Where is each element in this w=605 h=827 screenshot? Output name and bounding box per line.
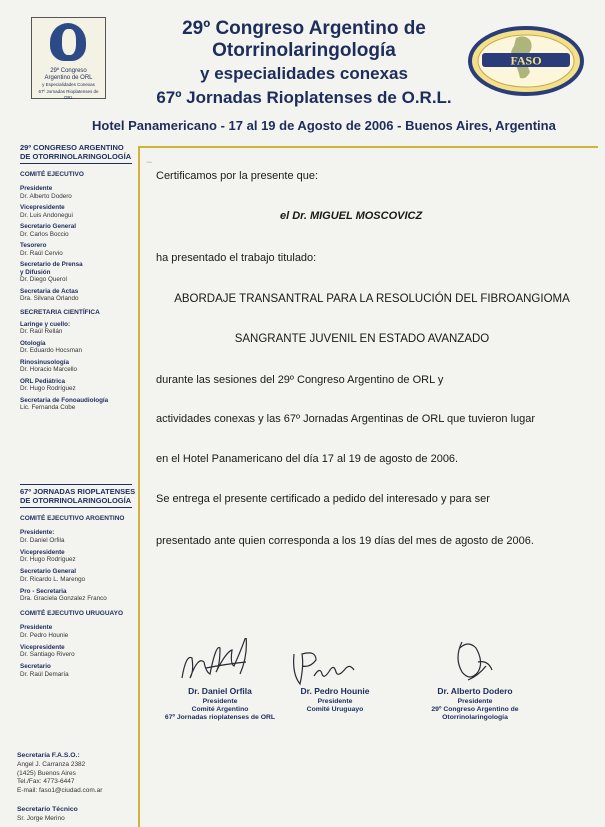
member-role: ORL Pediátrica <box>20 377 66 385</box>
recipient-name: el Dr. MIGUEL MOSCOVICZ <box>280 210 423 222</box>
member-role: Secretaria de Fonoaudiología <box>20 396 109 404</box>
certificate-text-line: presentado ante quien corresponda a los 19 días del mes de agosto de 2006. <box>156 535 534 547</box>
member-role: Secretario de Prensa <box>20 261 83 268</box>
member-role: Secretario General <box>20 568 77 575</box>
signatory-title: Comité Uruguayo <box>306 706 364 713</box>
member-role: Presidente <box>20 624 53 631</box>
member-name: Dr. Daniel Orfila <box>20 536 65 544</box>
member-role: Laringe y cuello: <box>20 320 71 328</box>
divider <box>20 163 132 164</box>
member-role: Vicepresidente <box>20 204 65 211</box>
footer-title: Secretaría F.A.S.O.: <box>17 752 80 759</box>
member-role: Otología <box>20 339 46 347</box>
member-name: Dr. Raúl Cervio <box>20 249 63 257</box>
signatory-title: Presidente <box>317 698 353 705</box>
work-title-line: ABORDAJE TRANSANTRAL PARA LA RESOLUCIÓN DEL FIBROANGIOMA <box>174 293 570 305</box>
committee-title: COMITÉ EJECUTIVO <box>20 171 84 178</box>
sidebar-heading: DE OTORRINOLARINGOLOGÍA <box>20 152 132 161</box>
committee-sidebar <box>0 140 138 827</box>
venue-line: Hotel Panamericano - 17 al 19 de Agosto de 2006 - Buenos Aires, Argentina <box>92 118 556 133</box>
member-role: Pro - Secretaria <box>20 587 67 595</box>
signatory-title: Otorrinolaringología <box>442 714 508 721</box>
member-name: Dr. Horacio Marcello <box>20 366 78 373</box>
member-role: Presidente <box>20 185 53 192</box>
logo-text: 29º Congreso <box>50 68 87 74</box>
member-name: Dr. Carlos Boccio <box>20 230 69 238</box>
member-name: Dr. Raúl Rellán <box>20 328 63 335</box>
footer-line: E-mail: faso1@ciudad.com.ar <box>17 786 103 794</box>
title-line: Otorrinolaringología <box>212 40 396 61</box>
member-name: Dr. Raúl Demaría <box>20 670 69 678</box>
certificate-text-line: actividades conexas y las 67º Jornadas Argentinas de ORL que tuvieron lugar <box>156 413 536 425</box>
certificate-text-line: en el Hotel Panamericano del día 17 al 19 de agosto de 2006. <box>156 453 459 465</box>
logo-text: y Especialidades Conexas <box>42 82 95 87</box>
signatory-name: Dr. Pedro Hounie <box>300 686 370 696</box>
member-name: Dr. Luis Andonegui <box>20 211 73 219</box>
member-role: Tesorero <box>20 242 47 249</box>
presented-text: ha presentado el trabajo titulado: <box>156 252 317 264</box>
member-role: Secretaria de Actas <box>20 287 79 295</box>
member-role: Vicepresidente <box>20 548 65 556</box>
member-name: Dr. Hugo Rodríguez <box>20 556 76 563</box>
signatory-title: Presidente <box>457 698 493 705</box>
footer-line: Sr. Jorge Merino <box>17 815 65 822</box>
faso-logo <box>468 26 584 96</box>
certificate-intro: Certificamos por la presente que: <box>156 170 319 182</box>
sidebar-heading: 29º CONGRESO ARGENTINO <box>20 143 124 152</box>
member-name: Dr. Diego Querol <box>20 276 67 283</box>
member-name: Dr. Hugo Rodríguez <box>20 385 76 392</box>
member-role: Presidente: <box>20 529 55 536</box>
signatory-title: Presidente <box>202 698 238 705</box>
faso-logo-text: FASO <box>510 53 542 68</box>
certificate-frame <box>138 146 598 827</box>
member-name: Dr. Pedro Hounie <box>20 631 69 639</box>
signatory-title: Comité Argentino <box>191 706 249 713</box>
footer-line: Angel J. Carranza 2382 <box>17 761 86 768</box>
signature-hounie <box>288 646 368 690</box>
member-role: Vicepresidente <box>20 643 65 651</box>
signatory-name: Dr. Alberto Dodero <box>437 686 513 696</box>
title-line: 29º Congreso Argentino de <box>182 18 426 39</box>
signatory-name: Dr. Daniel Orfila <box>188 686 252 696</box>
signature-orfila <box>176 638 276 690</box>
ghost-text: ~ <box>146 157 153 169</box>
committee-title: COMITÉ EJECUTIVO URUGUAYO <box>20 610 124 617</box>
congress-logo <box>31 17 106 99</box>
member-name: Dr. Ricardo L. Marengo <box>20 575 86 583</box>
certificate-text-line: durante las sesiones del 29º Congreso Argentino de ORL y <box>156 374 444 386</box>
ear-logo-icon <box>50 23 86 61</box>
signatory-title: 67º Jornadas rioplatenses de ORL <box>164 714 276 721</box>
committee-title: SECRETARIA CIENTÍFICA <box>20 308 100 316</box>
member-name: Dra. Silvana Orlando <box>20 295 79 302</box>
work-title-line: SANGRANTE JUVENIL EN ESTADO AVANZADO <box>234 333 490 345</box>
member-name: Dr. Alberto Dodero <box>20 192 72 200</box>
signature-dodero <box>448 636 508 688</box>
divider <box>20 484 132 485</box>
logo-text: Argentino de ORL <box>44 75 93 81</box>
member-role: Secretario <box>20 663 51 670</box>
sidebar-heading: DE OTORRINOLARINGOLOGÍA <box>20 496 132 505</box>
title-line: 67º Jornadas Rioplatenses de O.R.L. <box>156 88 452 107</box>
footer-line: Tel./Fax: 4773-6447 <box>17 778 75 785</box>
certificate-text-line: Se entrega el presente certificado a pedido del interesado y para ser <box>156 493 490 505</box>
title-line: y especialidades conexas <box>200 64 408 83</box>
footer-line: (1425) Buenos Aires <box>17 769 76 777</box>
member-role: Secretario General <box>20 223 77 230</box>
footer-title: Secretario Técnico <box>17 806 78 813</box>
member-name: Lic. Fernanda Cobe <box>20 404 76 411</box>
logo-text: 67º Jornadas Rioplatenses de ORL <box>38 89 99 100</box>
member-name: Dra. Graciela Gonzalez Franco <box>20 595 107 602</box>
sidebar-heading: 67º JORNADAS RIOPLATENSES <box>20 487 136 496</box>
committee-title: COMITÉ EJECUTIVO ARGENTINO <box>20 515 125 522</box>
member-role: y Difusión <box>20 268 51 276</box>
member-name: Dr. Eduardo Hocsman <box>20 347 82 354</box>
member-name: Dr. Santiago Rivero <box>20 651 75 658</box>
divider <box>20 507 132 508</box>
member-role: Rinosinusología <box>20 358 69 366</box>
signatory-title: 29º Congreso Argentino de <box>431 706 519 713</box>
